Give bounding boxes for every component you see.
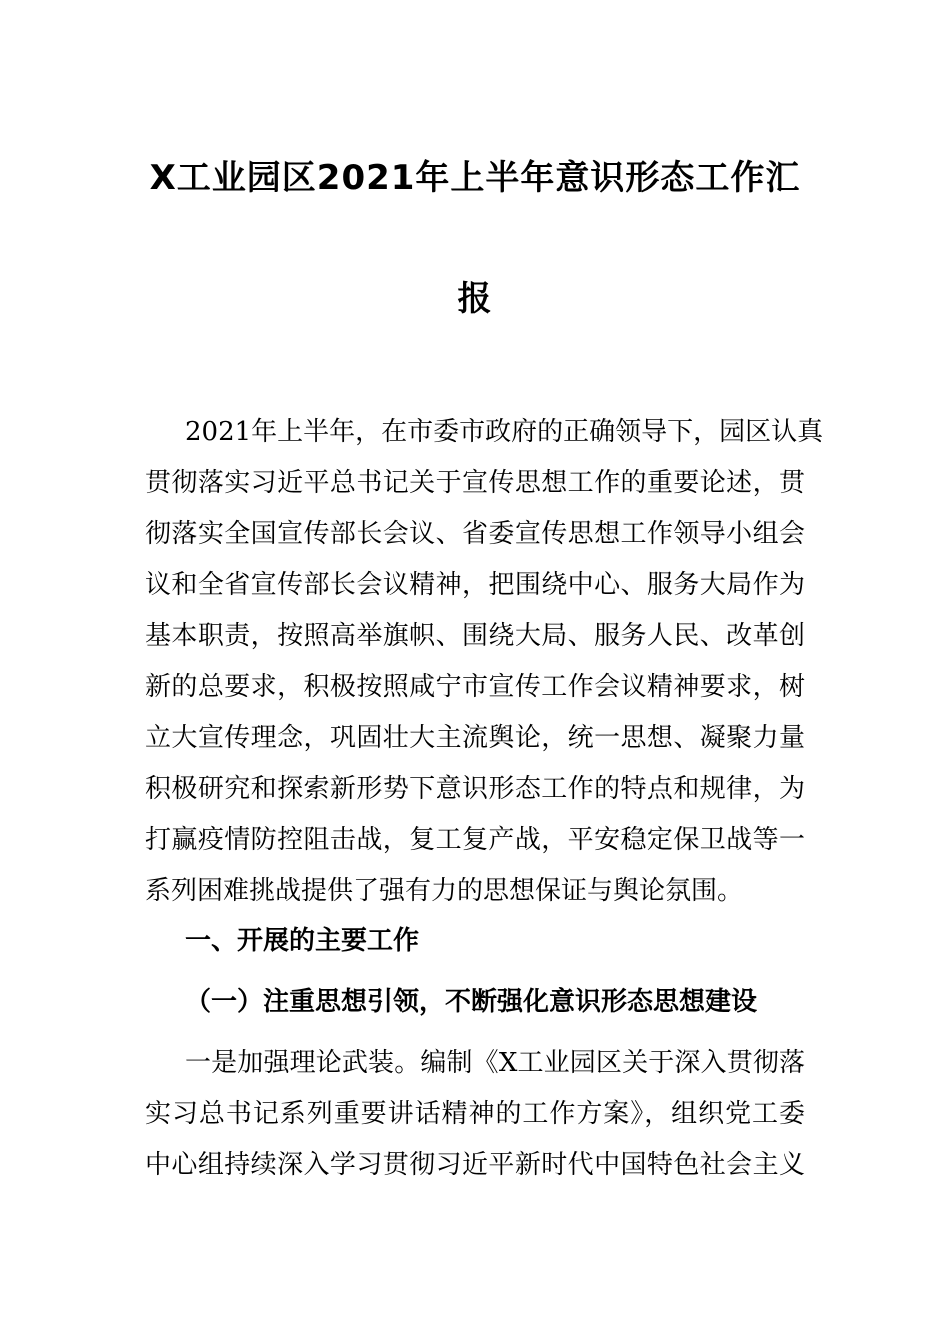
document-title-line-1: X工业园区2021年上半年意识形态工作汇 bbox=[149, 158, 801, 198]
paragraph-line: 系列困难挑战提供了强有力的思想保证与舆论氛围。 bbox=[145, 876, 744, 906]
paragraph-line: 议和全省宣传部长会议精神，把围绕中心、服务大局作为 bbox=[145, 570, 805, 600]
paragraph-line: 新的总要求，积极按照咸宁市宣传工作会议精神要求，树 bbox=[145, 672, 805, 702]
paragraph-line: 积极研究和探索新形势下意识形态工作的特点和规律，为 bbox=[145, 774, 805, 804]
document-title-line-2: 报 bbox=[457, 279, 493, 319]
paragraph-line: 基本职责，按照高举旗帜、围绕大局、服务人民、改革创 bbox=[145, 621, 805, 651]
subsection-heading: （一）注重思想引领，不断强化意识形态思想建设 bbox=[185, 987, 758, 1017]
paragraph-line: 立大宣传理念，巩固壮大主流舆论，统一思想、凝聚力量 bbox=[145, 723, 805, 753]
section-heading: 一、开展的主要工作 bbox=[185, 926, 420, 956]
paragraph-line: 贯彻落实习近平总书记关于宣传思想工作的重要论述，贯 bbox=[145, 468, 805, 498]
paragraph-line: 一是加强理论武装。编制《X工业园区关于深入贯彻落 bbox=[185, 1048, 805, 1078]
paragraph-line: 中心组持续深入学习贯彻习近平新时代中国特色社会主义 bbox=[145, 1150, 805, 1180]
paragraph-line: 2021年上半年，在市委市政府的正确领导下，园区认真 bbox=[185, 417, 824, 447]
paragraph-line: 彻落实全国宣传部长会议、省委宣传思想工作领导小组会 bbox=[145, 519, 805, 549]
paragraph-line: 打赢疫情防控阻击战，复工复产战，平安稳定保卫战等一 bbox=[145, 825, 805, 855]
paragraph-line: 实习总书记系列重要讲话精神的工作方案》，组织党工委 bbox=[145, 1099, 805, 1129]
